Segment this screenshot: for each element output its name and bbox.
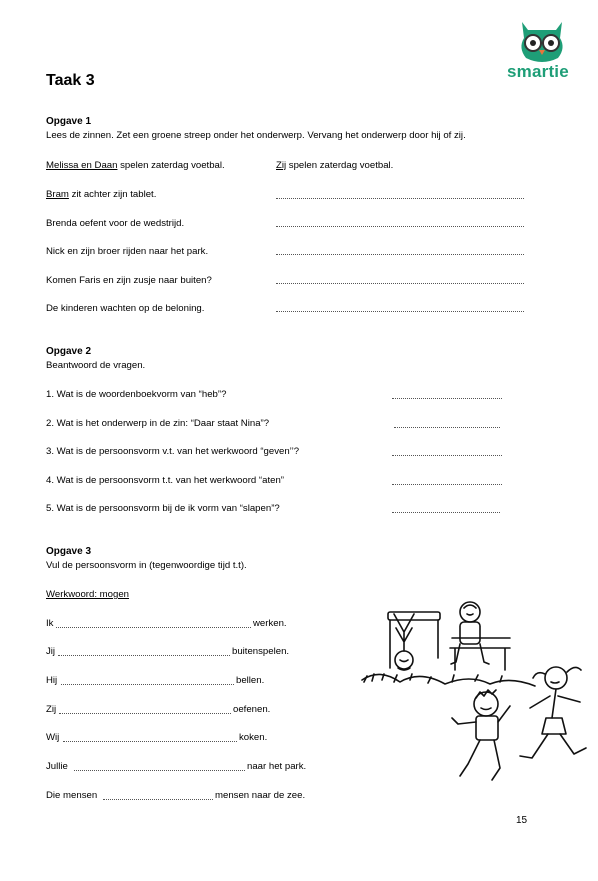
fill-line-2-blank[interactable]: [58, 655, 230, 656]
sentence-1-subject: Bram: [46, 189, 69, 200]
opgave2-instruction: Beantwoord de vragen.: [46, 360, 146, 371]
fill-line-4-before: Zij: [46, 704, 57, 715]
logo-text: smartie: [507, 62, 569, 81]
question-5-answer[interactable]: [392, 512, 500, 513]
fill-line-1-blank[interactable]: [56, 627, 251, 628]
question-4-answer[interactable]: [392, 484, 502, 485]
example-answer-subject: Zij: [276, 160, 287, 171]
answer-line-2[interactable]: [276, 226, 524, 227]
sentence-1: [46, 189, 156, 200]
opgave3-instruction: Vul de persoonsvorm in (tegenwoordige tijd t.t).: [46, 560, 247, 571]
question-2: 2. Wat is het onderwerp in de zin: “Daar staat Nina”?: [46, 418, 270, 429]
fill-line-2-after: buitenspelen.: [232, 646, 290, 657]
fill-line-6-blank[interactable]: [74, 770, 245, 771]
answer-line-4[interactable]: [276, 283, 524, 284]
fill-line-7-before: Die mensen: [46, 790, 98, 801]
page-number: 15: [516, 815, 528, 826]
fill-line-6-before: Jullie: [46, 761, 68, 772]
sentence-2: Brenda oefent voor de wedstrijd.: [46, 218, 185, 229]
example-rest: spelen zaterdag voetbal.: [117, 160, 225, 171]
answer-line-5[interactable]: [276, 311, 524, 312]
sentence-5: De kinderen wachten op de beloning.: [46, 303, 205, 314]
children-playing-illustration: [360, 598, 592, 798]
example-subject: Melissa en Daan: [46, 160, 118, 171]
fill-line-5-before: Wij: [46, 732, 60, 743]
werkwoord-label: Werkwoord: mogen: [46, 589, 130, 600]
fill-line-3-after: bellen.: [236, 675, 265, 686]
question-4: 4. Wat is de persoonsvorm t.t. van het werkwoord “aten”: [46, 475, 284, 486]
example-answer: [276, 160, 393, 171]
fill-line-7-blank[interactable]: [103, 799, 213, 800]
fill-line-6-after: naar het park.: [247, 761, 307, 772]
fill-line-4-blank[interactable]: [59, 713, 231, 714]
fill-line-3-blank[interactable]: [61, 684, 234, 685]
opgave1-heading: Opgave 1: [46, 116, 92, 127]
fill-line-5-after: koken.: [239, 732, 268, 743]
question-1: 1. Wat is de woordenboekvorm van “heb”?: [46, 389, 227, 400]
question-3-answer[interactable]: [392, 455, 502, 456]
answer-line-3[interactable]: [276, 254, 524, 255]
example-answer-rest: spelen zaterdag voetbal.: [286, 160, 394, 171]
opgave3-heading: Opgave 3: [46, 546, 92, 557]
fill-line-1-before: Ik: [46, 618, 54, 629]
question-3: 3. Wat is de persoonsvorm v.t. van het werkwoord “geven’’?: [46, 446, 300, 457]
sentence-3: Nick en zijn broer rijden naar het park.: [46, 246, 209, 257]
sentence-4: Komen Faris en zijn zusje naar buiten?: [46, 275, 212, 286]
question-2-answer[interactable]: [394, 427, 500, 428]
fill-line-3-before: Hij: [46, 675, 58, 686]
fill-line-5-blank[interactable]: [63, 741, 237, 742]
fill-line-1-after: werken.: [253, 618, 287, 629]
fill-line-4-after: oefenen.: [233, 704, 271, 715]
question-1-answer[interactable]: [392, 398, 502, 399]
opgave2-heading: Opgave 2: [46, 346, 92, 357]
example-sentence: [46, 160, 225, 171]
page-title: Taak 3: [46, 72, 95, 89]
fill-line-7-after: mensen naar de zee.: [215, 790, 306, 801]
fill-line-2-before: Jij: [46, 646, 56, 657]
question-5: 5. Wat is de persoonsvorm bij de ik vorm van “slapen”?: [46, 503, 280, 514]
answer-line-1[interactable]: [276, 198, 524, 199]
opgave1-instruction: Lees de zinnen. Zet een groene streep onder het onderwerp. Vervang het onderwerp door hij of zij.: [46, 130, 466, 141]
sentence-1-rest: zit achter zijn tablet.: [68, 189, 157, 200]
